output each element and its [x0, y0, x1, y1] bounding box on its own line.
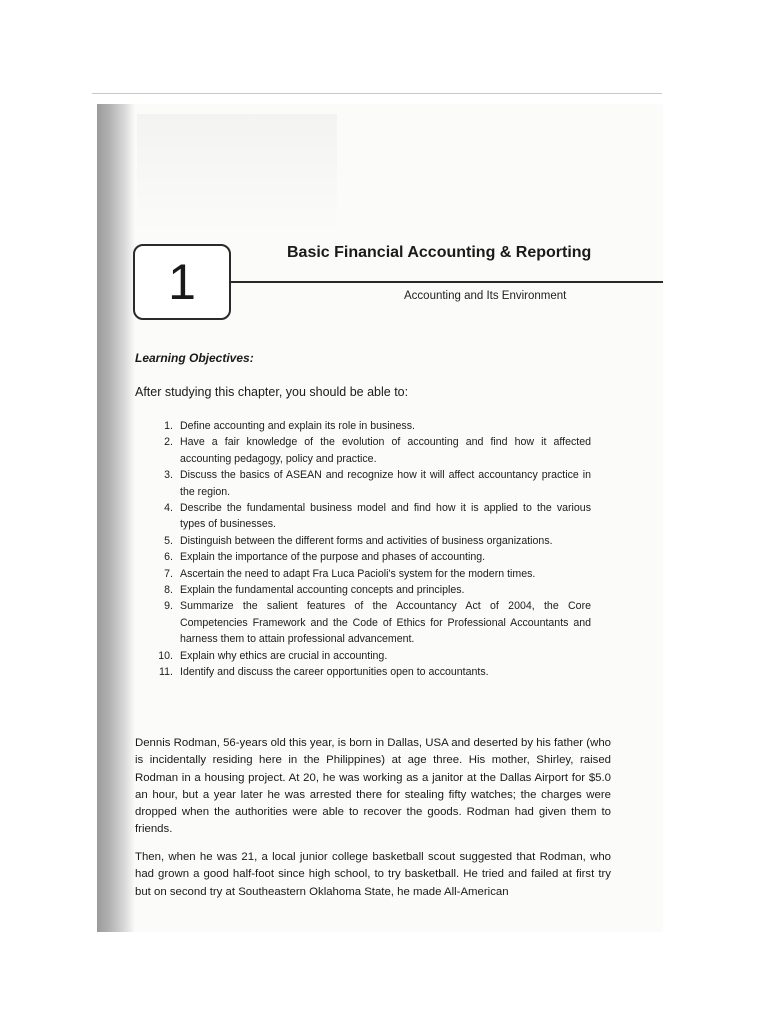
- objective-item: [147, 598, 591, 647]
- objective-item: [147, 533, 591, 549]
- objective-text: Ascertain the need to adapt Fra Luca Pacioli's system for the modern times.: [180, 567, 536, 580]
- chapter-number-box: [133, 244, 231, 320]
- objective-number: 3.: [164, 469, 173, 482]
- objective-item: [147, 664, 591, 680]
- learning-objectives-list: [147, 418, 591, 681]
- objective-number: 4.: [164, 502, 173, 515]
- objective-text: Define accounting and explain its role in business.: [180, 420, 415, 432]
- objective-item: [147, 500, 591, 533]
- objective-number: 1.: [164, 420, 173, 432]
- objective-number: 9.: [164, 600, 173, 613]
- document-page: [97, 104, 663, 932]
- chapter-subtitle: Accounting and Its Environment: [404, 290, 567, 302]
- objective-item: [147, 648, 591, 664]
- objective-number: 8.: [164, 584, 173, 597]
- objective-text: Explain why ethics are crucial in accounting.: [180, 649, 388, 662]
- objective-text: Summarize the salient features of the Accountancy Act of 2004, the Core Competencies Framework and the Code of Ethics for Professional Accountants and harness them to attain professional advancement.: [180, 600, 591, 646]
- chapter-title: Basic Financial Accounting & Reporting: [287, 244, 592, 261]
- learning-objectives-intro: After studying this chapter, you should be able to:: [135, 385, 409, 399]
- objective-number: 6.: [164, 551, 173, 564]
- objective-number: 11.: [159, 666, 173, 679]
- objective-text: Describe the fundamental business model and find how it is applied to the various types of businesses.: [180, 502, 591, 531]
- objective-item: [147, 566, 591, 582]
- learning-objectives-heading: Learning Objectives:: [135, 351, 254, 365]
- top-divider: [92, 93, 662, 94]
- objective-item: [147, 467, 591, 500]
- page-spine-shadow: [97, 104, 135, 932]
- objective-item: [147, 582, 591, 598]
- objective-text: Distinguish between the different forms and activities of business organizations.: [180, 534, 553, 547]
- objective-number: 2.: [164, 436, 173, 449]
- objective-text: Explain the importance of the purpose and phases of accounting.: [180, 551, 486, 564]
- objective-text: Explain the fundamental accounting concepts and principles.: [180, 584, 465, 597]
- objective-item: [147, 418, 591, 434]
- objective-text: Discuss the basics of ASEAN and recognize how it will affect accountancy practice in the region.: [180, 469, 591, 498]
- objective-number: 10.: [158, 649, 173, 662]
- objective-number: 5.: [164, 534, 173, 547]
- objective-item: [147, 434, 591, 467]
- body-paragraph: Then, when he was 21, a local junior college basketball scout suggested that Rodman, who had grown a good half-foot since high school, to try basketball. He tried and failed at first try but on second try at Southeastern Oklahoma State, he made All-American: [135, 851, 611, 898]
- objective-text: Identify and discuss the career opportunities open to accountants.: [180, 666, 489, 679]
- objective-item: [147, 549, 591, 565]
- chapter-number: 1: [168, 254, 196, 310]
- objective-text: Have a fair knowledge of the evolution of accounting and find how it affected accounting pedagogy, policy and practice.: [180, 436, 591, 465]
- chapter-rule: [229, 281, 663, 283]
- bleed-through-shadow: [137, 114, 337, 234]
- body-paragraph: Dennis Rodman, 56-years old this year, is born in Dallas, USA and deserted by his father (who is incidentally residing here in the Philippines) at age three. His mother, Shirley, raised Rodman in a housing project. At 20, he was working as a janitor at the Dallas Airport for $5.0 an hour, but a year later he was arrested there for stealing fifty watches; the charges were dropped when the authorities were able to recover the goods. Rodman had given them to friends.: [135, 737, 611, 836]
- objective-number: 7.: [164, 567, 173, 580]
